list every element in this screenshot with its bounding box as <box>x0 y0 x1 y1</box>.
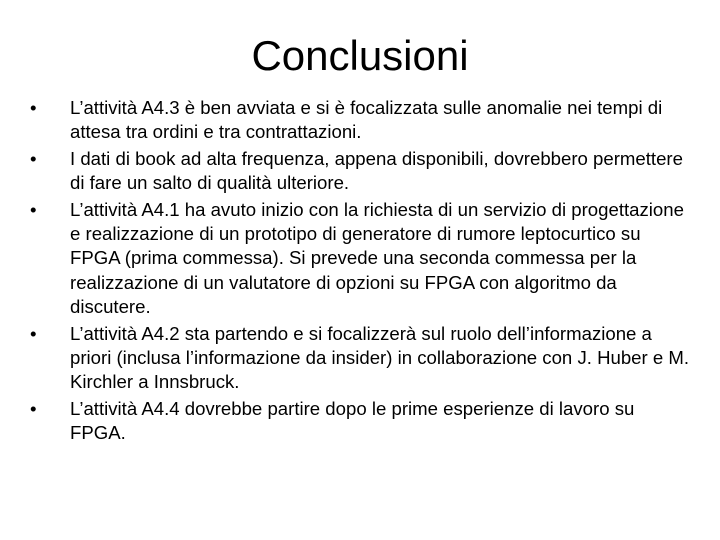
bullet-text: I dati di book ad alta frequenza, appena disponibili, dovrebbero permettere di fare un salto di qualità ulteriore. <box>70 147 683 194</box>
bullet-list <box>30 96 690 448</box>
bullet-item <box>30 96 690 145</box>
bullet-text: L’attività A4.4 dovrebbe partire dopo le prime esperienze di lavoro su FPGA. <box>70 397 635 444</box>
bullet-icon: • <box>30 397 37 419</box>
bullet-text: L’attività A4.3 è ben avviata e si è focalizzata sulle anomalie nei tempi di attesa tra ordini e tra contrattazioni. <box>70 97 663 143</box>
slide-title: Conclusioni <box>251 32 469 79</box>
bullet-item <box>30 198 690 320</box>
bullet-text: L’attività A4.1 ha avuto inizio con la richiesta di un servizio di progettazione e realizzazione di un prototipo di generatore di rumore leptocurtico su FPGA (prima commessa). Si prevede una seconda commessa per la realizzazione di un valutatore di opzioni su FPGA con algoritmo da discutere. <box>70 198 684 318</box>
bullet-icon: • <box>30 147 37 169</box>
bullet-item <box>30 322 690 395</box>
bullet-icon: • <box>30 198 37 220</box>
bullet-icon: • <box>30 322 37 344</box>
bullet-item <box>30 397 690 446</box>
bullet-text: L’attività A4.2 sta partendo e si focalizzerà sul ruolo dell’informazione a priori (inclusa l’informazione da insider) in collaborazione con J. Huber e M. Kirchler a Innsbruck. <box>70 322 690 393</box>
bullet-icon: • <box>30 97 37 118</box>
bullet-item <box>30 147 690 196</box>
